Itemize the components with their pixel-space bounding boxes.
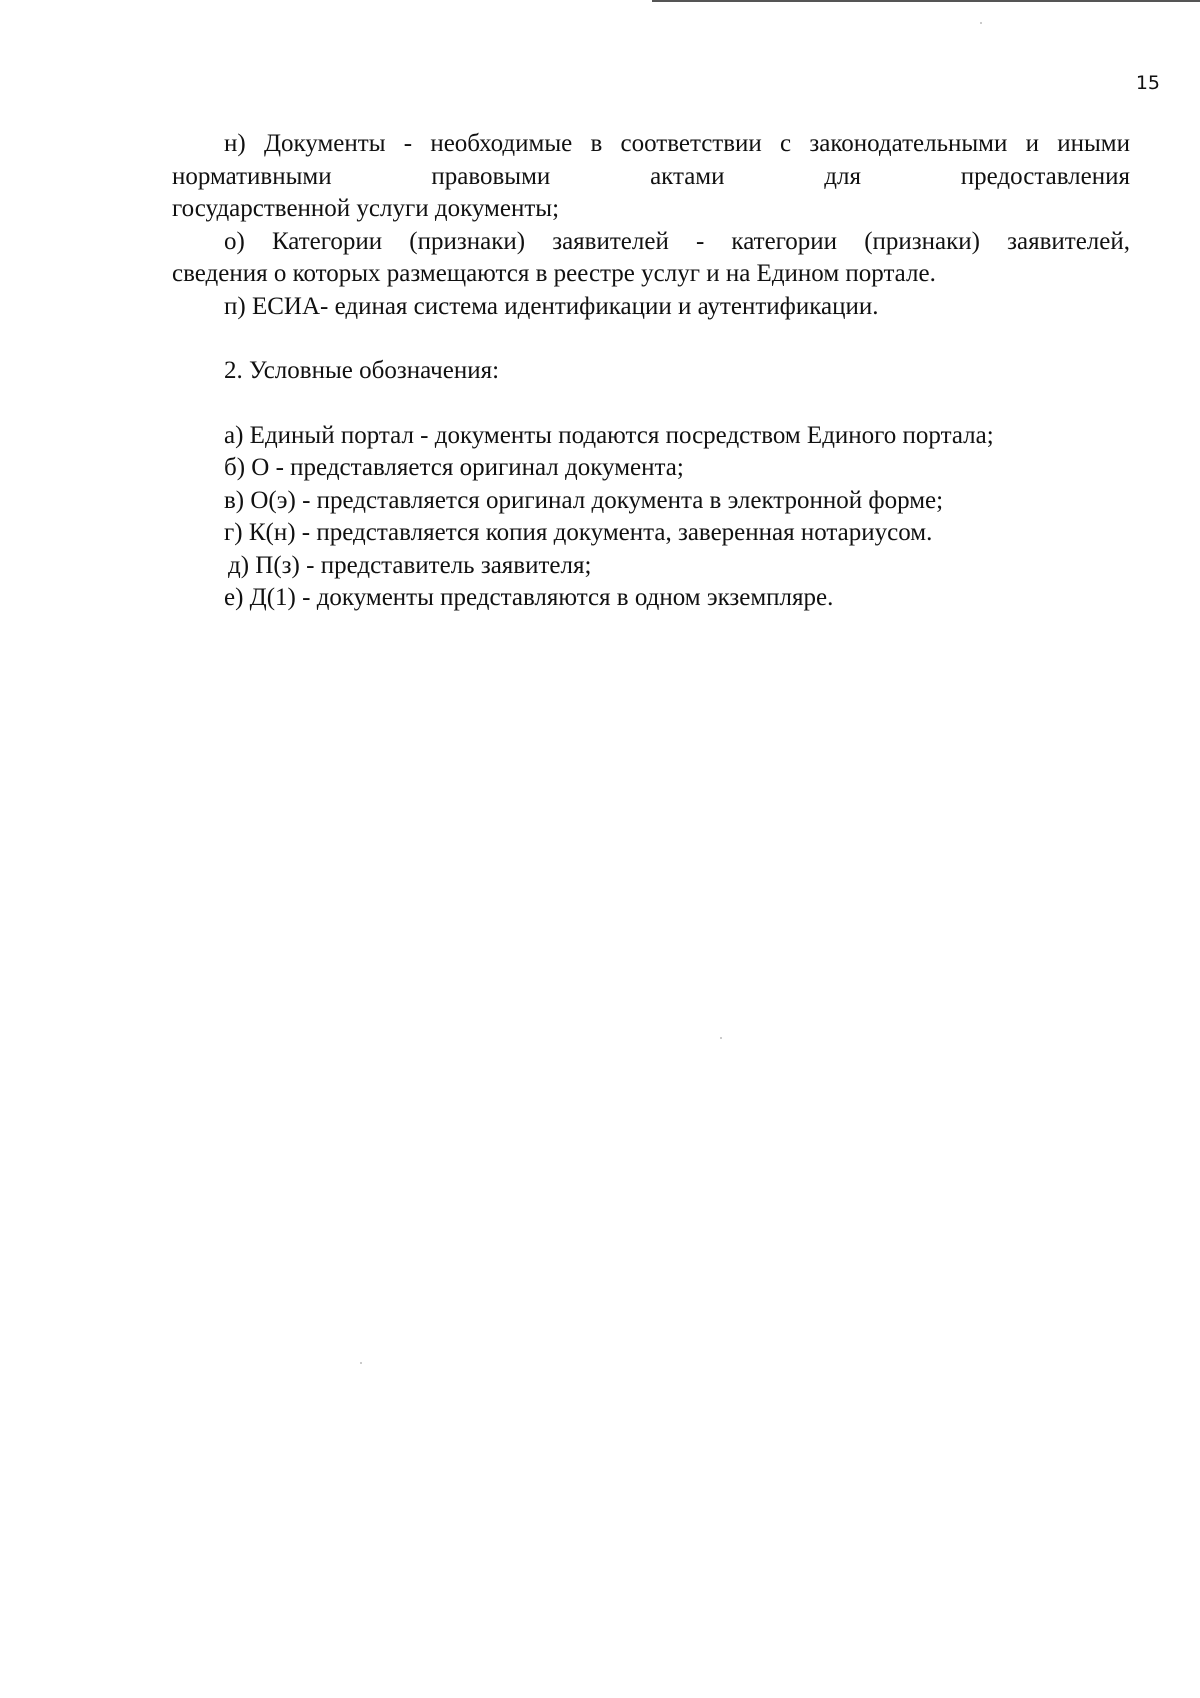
- definition-o-continuation: сведения о которых размещаются в реестре услуг и на Едином портале.: [172, 260, 936, 287]
- document-body: [172, 128, 1130, 615]
- scan-top-edge: [652, 0, 1200, 2]
- legend-item-b: б) О - представляется оригинал документа;: [224, 454, 684, 481]
- definition-p: п) ЕСИА- единая система идентификации и аутентификации.: [224, 292, 879, 320]
- scan-speck: [360, 1362, 362, 1364]
- legend-item-g: г) К(н) - представляется копия документа, заверенная нотариусом.: [224, 519, 933, 546]
- legend-item-a: а) Единый портал - документы подаются посредством Единого портала;: [224, 421, 994, 449]
- definition-n: н) Документы - необходимые в соответствии с законодательными и иными нормативными правовыми актами для предоставления: [172, 130, 1130, 190]
- definition-o: о) Категории (признаки) заявителей - категории (признаки) заявителей,: [224, 227, 1130, 255]
- section-heading: 2. Условные обозначения:: [224, 357, 500, 384]
- legend-item-v: в) О(э) - представляется оригинал документа в электронной форме;: [224, 486, 944, 514]
- scan-speck: [720, 1037, 722, 1039]
- legend-item-d: д) П(з) - представитель заявителя;: [228, 551, 592, 579]
- page-number: 15: [1135, 72, 1160, 94]
- legend-item-e: е) Д(1) - документы представляются в одном экземпляре.: [224, 584, 834, 611]
- definition-n-continuation: государственной услуги документы;: [172, 195, 560, 222]
- scan-speck: [980, 22, 982, 24]
